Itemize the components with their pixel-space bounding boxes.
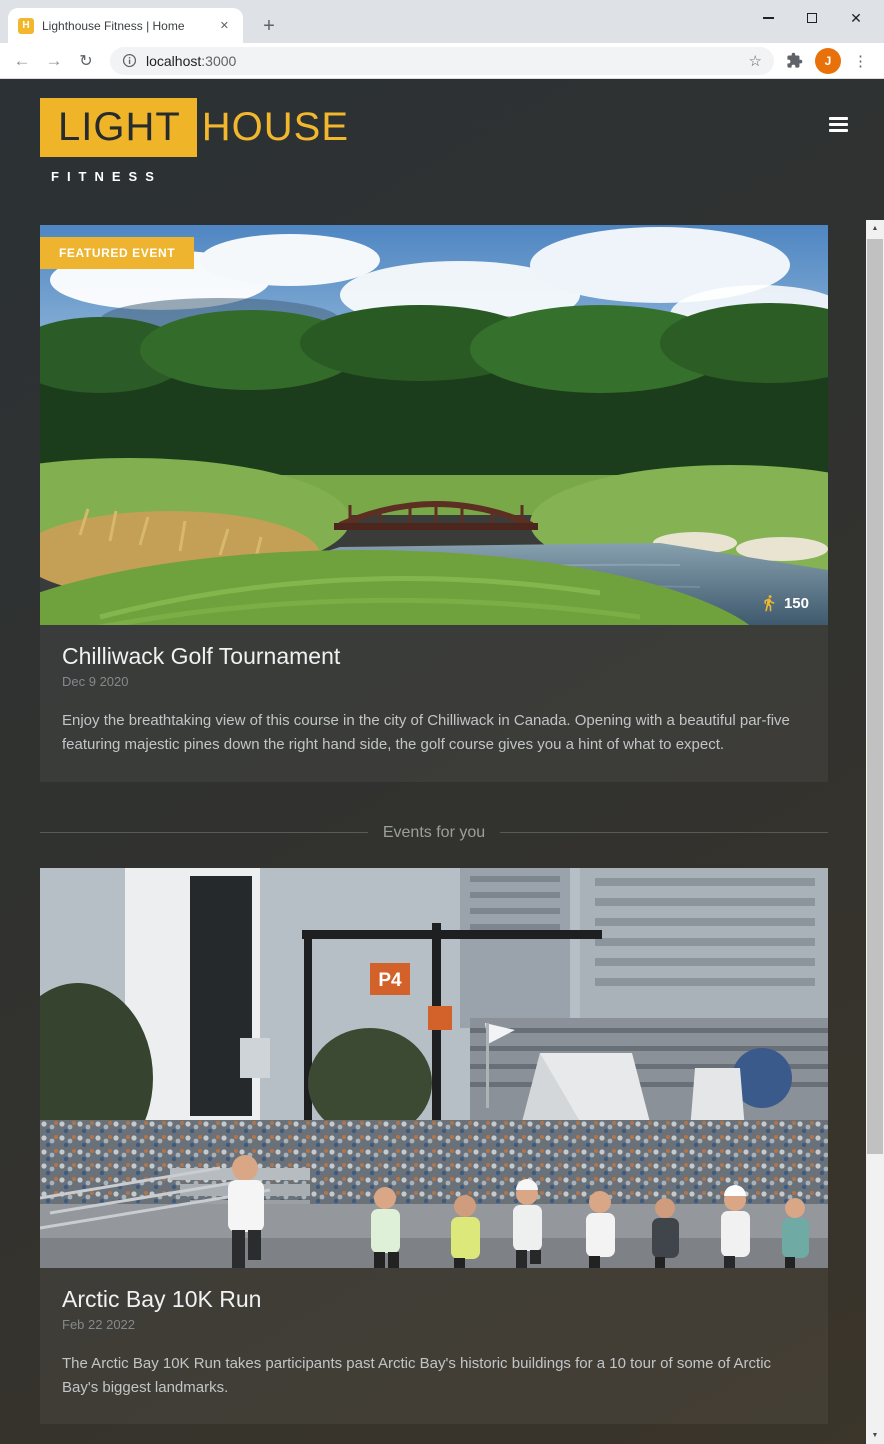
minimize-button[interactable]	[746, 4, 790, 32]
bookmark-star-icon[interactable]: ☆	[748, 52, 762, 70]
tab-strip	[0, 0, 884, 43]
page-info-icon[interactable]	[122, 53, 137, 68]
scroll-up-arrow-icon[interactable]: ▲	[871, 225, 879, 232]
close-icon: ✕	[850, 10, 862, 26]
event-image	[40, 868, 828, 1268]
profile-avatar[interactable]: J	[815, 48, 841, 74]
close-button[interactable]	[834, 4, 878, 32]
attendee-counter	[760, 594, 809, 612]
site-header	[0, 79, 884, 220]
divider-line-right	[500, 832, 828, 833]
divider-line-left	[40, 832, 368, 833]
featured-badge: FEATURED EVENT	[40, 237, 194, 269]
toolbar-right	[786, 48, 868, 74]
page-body	[0, 79, 884, 1444]
forward-icon: →	[45, 50, 63, 70]
tab-title: Lighthouse Fitness | Home	[42, 18, 185, 33]
maximize-button[interactable]	[790, 4, 834, 32]
event-title: Chilliwack Golf Tournament	[62, 643, 341, 669]
logo-yellow-box	[40, 98, 197, 157]
svg-text:P4: P4	[378, 969, 402, 991]
hamburger-menu-icon[interactable]	[829, 117, 848, 132]
browser-tab[interactable]	[8, 8, 243, 43]
featured-event-card[interactable]	[40, 225, 828, 782]
reload-icon: ↻	[79, 52, 93, 70]
maximize-icon	[807, 13, 817, 23]
forward-button[interactable]	[40, 47, 68, 75]
back-button[interactable]	[8, 47, 36, 75]
scroll-content	[0, 220, 866, 1444]
logo-text-primary: LIGHT	[58, 105, 181, 149]
event-card-body	[40, 1268, 828, 1425]
window-controls	[746, 4, 878, 32]
event-card[interactable]	[40, 868, 828, 1425]
site-logo[interactable]	[40, 98, 349, 157]
back-icon: ←	[13, 50, 31, 70]
event-description: Enjoy the breathtaking view of this course in the city of Chilliwack in Canada. Opening with a beautiful par-five featuring majestic pines down the right hand side, the golf course gives you a hint of what to expect.	[62, 712, 790, 754]
event-date: Feb 22 2022	[62, 1316, 136, 1332]
attendee-count: 150	[783, 594, 809, 612]
logo-text-secondary: HOUSE	[201, 105, 350, 149]
events-section-heading: Events for you	[382, 823, 486, 841]
scrollbar-thumb[interactable]	[867, 239, 883, 1154]
scroll-down-arrow-icon[interactable]: ▼	[871, 1432, 879, 1439]
url-text[interactable]: localhost:3000	[146, 52, 237, 69]
minimize-icon	[763, 17, 774, 19]
event-description: The Arctic Bay 10K Run takes participants past Arctic Bay's historic buildings for a 10 tour of some of Arctic Bay's biggest landmarks.	[62, 1354, 772, 1396]
featured-card-body	[40, 625, 828, 782]
event-title: Arctic Bay 10K Run	[62, 1285, 262, 1312]
scrollbar[interactable]	[866, 220, 884, 1444]
walking-person-icon	[760, 594, 778, 612]
logo-tagline: FITNESS	[51, 169, 162, 184]
browser-toolbar	[0, 43, 884, 79]
new-tab-button[interactable]: +	[263, 14, 275, 37]
marathon-photo	[40, 868, 828, 1268]
featured-event-image	[40, 225, 828, 625]
address-bar[interactable]	[110, 47, 774, 75]
golf-course-photo	[40, 225, 828, 625]
tab-close-icon[interactable]: ✕	[219, 20, 229, 32]
site-favicon-icon: H	[18, 18, 34, 34]
event-date: Dec 9 2020	[62, 674, 129, 689]
events-section-divider	[40, 824, 828, 842]
extensions-puzzle-icon[interactable]	[786, 52, 803, 69]
reload-button[interactable]	[72, 47, 100, 75]
menu-kebab-icon[interactable]: ⋮	[853, 52, 868, 70]
